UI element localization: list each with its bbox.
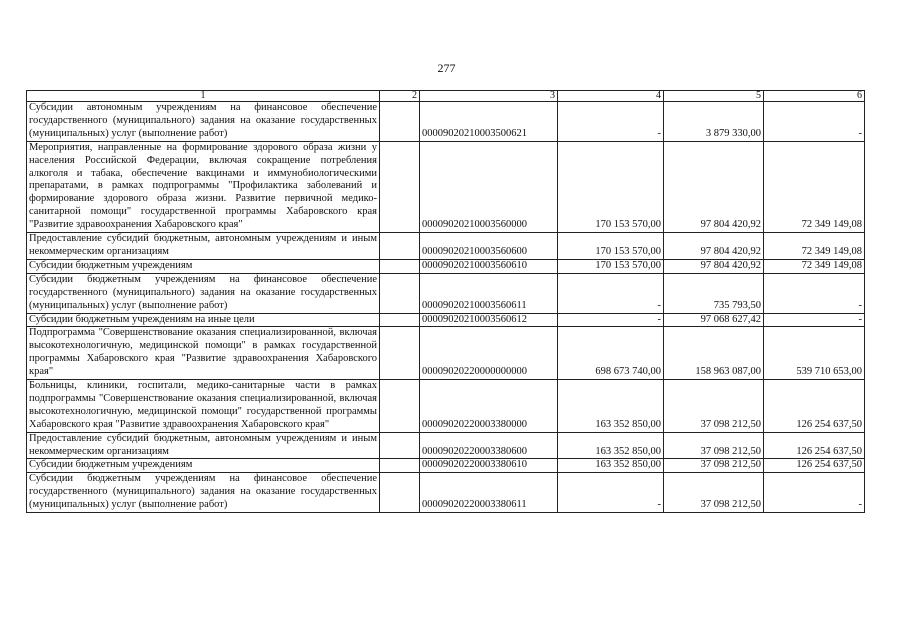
row-code: 00009020220003380600 — [420, 432, 558, 459]
row-description: Субсидии бюджетным учреждениям на финансовое обеспечение государственного (муниципального) задания на оказание государственных (муниципальных) услуг (выполнение работ) — [27, 473, 380, 513]
row-code: 00009020220003380000 — [420, 380, 558, 433]
row-column-5: 37 098 212,50 — [664, 380, 764, 433]
table-row — [27, 459, 865, 473]
row-code: 00009020210003560000 — [420, 141, 558, 232]
row-column-6: - — [764, 273, 865, 313]
row-code: 00009020220003380611 — [420, 473, 558, 513]
row-column-4: 170 153 570,00 — [558, 233, 664, 260]
row-column-4: - — [558, 473, 664, 513]
row-column-6: 72 349 149,08 — [764, 141, 865, 232]
table-row — [27, 327, 865, 380]
row-code: 00009020210003560611 — [420, 273, 558, 313]
row-column-4: - — [558, 313, 664, 327]
row-column-2 — [380, 459, 420, 473]
row-column-5: 97 804 420,92 — [664, 233, 764, 260]
row-description: Мероприятия, направленные на формирование здорового образа жизни у населения Российской Федерации, включая сокращение потребления алкоголя и табака, обеспечение вакцинами и иммунобиологическими препаратами, в рамках подпрограммы "Профилактика заболеваний и формирование здорового образа жизни. Развитие первичной медико-санитарной помощи" государственной программы Хабаровского края "Развитие здравоохранения Хабаровского края" — [27, 141, 380, 232]
row-column-2 — [380, 473, 420, 513]
row-code: 00009020220000000000 — [420, 327, 558, 380]
row-column-6: - — [764, 313, 865, 327]
row-code: 00009020210003560600 — [420, 233, 558, 260]
table-row — [27, 102, 865, 142]
row-column-2 — [380, 102, 420, 142]
row-column-4: 170 153 570,00 — [558, 259, 664, 273]
row-column-5: 97 068 627,42 — [664, 313, 764, 327]
row-column-5: 37 098 212,50 — [664, 459, 764, 473]
row-column-5: 37 098 212,50 — [664, 473, 764, 513]
row-description: Предоставление субсидий бюджетным, автономным учреждениям и иным некоммерческим организациям — [27, 233, 380, 260]
row-column-6: 126 254 637,50 — [764, 432, 865, 459]
row-column-4: 163 352 850,00 — [558, 380, 664, 433]
row-column-2 — [380, 273, 420, 313]
table-row — [27, 141, 865, 232]
row-column-2 — [380, 141, 420, 232]
page-number: 277 — [437, 61, 456, 75]
row-column-2 — [380, 313, 420, 327]
row-code: 00009020210003560612 — [420, 313, 558, 327]
table-row — [27, 273, 865, 313]
row-column-2 — [380, 380, 420, 433]
column-number-5: 5 — [664, 91, 764, 102]
table-row — [27, 313, 865, 327]
row-description: Подпрограмма "Совершенствование оказания специализированной, включая высокотехнологичную, медицинской помощи" в рамках государственной программы Хабаровского края "Развитие здравоохранения Хабаровского края" — [27, 327, 380, 380]
row-column-6: - — [764, 102, 865, 142]
row-description: Субсидии бюджетным учреждениям на финансовое обеспечение государственного (муниципального) задания на оказание государственных (муниципальных) услуг (выполнение работ) — [27, 273, 380, 313]
row-description: Субсидии автономным учреждениям на финансовое обеспечение государственного (муниципального) задания на оказание государственных (муниципальных) услуг (выполнение работ) — [27, 102, 380, 142]
row-column-4: 163 352 850,00 — [558, 432, 664, 459]
column-number-row — [27, 91, 865, 102]
row-code: 00009020220003380610 — [420, 459, 558, 473]
column-number-3: 3 — [420, 91, 558, 102]
table-row — [27, 259, 865, 273]
row-column-6: 539 710 653,00 — [764, 327, 865, 380]
row-column-4: 698 673 740,00 — [558, 327, 664, 380]
row-column-6: 72 349 149,08 — [764, 259, 865, 273]
row-column-2 — [380, 432, 420, 459]
row-column-5: 37 098 212,50 — [664, 432, 764, 459]
row-column-6: 126 254 637,50 — [764, 459, 865, 473]
row-code: 00009020210003500621 — [420, 102, 558, 142]
row-column-6: 126 254 637,50 — [764, 380, 865, 433]
table-row — [27, 432, 865, 459]
row-column-5: 3 879 330,00 — [664, 102, 764, 142]
row-description: Субсидии бюджетным учреждениям — [27, 459, 380, 473]
table-row — [27, 233, 865, 260]
row-description: Субсидии бюджетным учреждениям на иные цели — [27, 313, 380, 327]
table-row — [27, 380, 865, 433]
column-number-2: 2 — [380, 91, 420, 102]
row-column-4: - — [558, 273, 664, 313]
row-description: Больницы, клиники, госпитали, медико-санитарные части в рамках подпрограммы "Совершенствование оказания специализированной, включая высокотехнологичную, медицинской помощи" государственной программы Хабаровского края "Развитие здравоохранения Хабаровского края" — [27, 380, 380, 433]
budget-table — [26, 90, 865, 513]
row-column-5: 158 963 087,00 — [664, 327, 764, 380]
column-number-1: 1 — [27, 91, 380, 102]
row-column-4: 163 352 850,00 — [558, 459, 664, 473]
row-description: Субсидии бюджетным учреждениям — [27, 259, 380, 273]
row-column-2 — [380, 259, 420, 273]
row-column-6: - — [764, 473, 865, 513]
row-column-4: 170 153 570,00 — [558, 141, 664, 232]
column-number-6: 6 — [764, 91, 865, 102]
row-column-4: - — [558, 102, 664, 142]
column-number-4: 4 — [558, 91, 664, 102]
table-body — [27, 91, 865, 513]
row-column-6: 72 349 149,08 — [764, 233, 865, 260]
row-column-5: 97 804 420,92 — [664, 141, 764, 232]
row-description: Предоставление субсидий бюджетным, автономным учреждениям и иным некоммерческим организациям — [27, 432, 380, 459]
row-column-5: 97 804 420,92 — [664, 259, 764, 273]
row-column-2 — [380, 327, 420, 380]
row-column-5: 735 793,50 — [664, 273, 764, 313]
row-code: 00009020210003560610 — [420, 259, 558, 273]
row-column-2 — [380, 233, 420, 260]
table-row — [27, 473, 865, 513]
